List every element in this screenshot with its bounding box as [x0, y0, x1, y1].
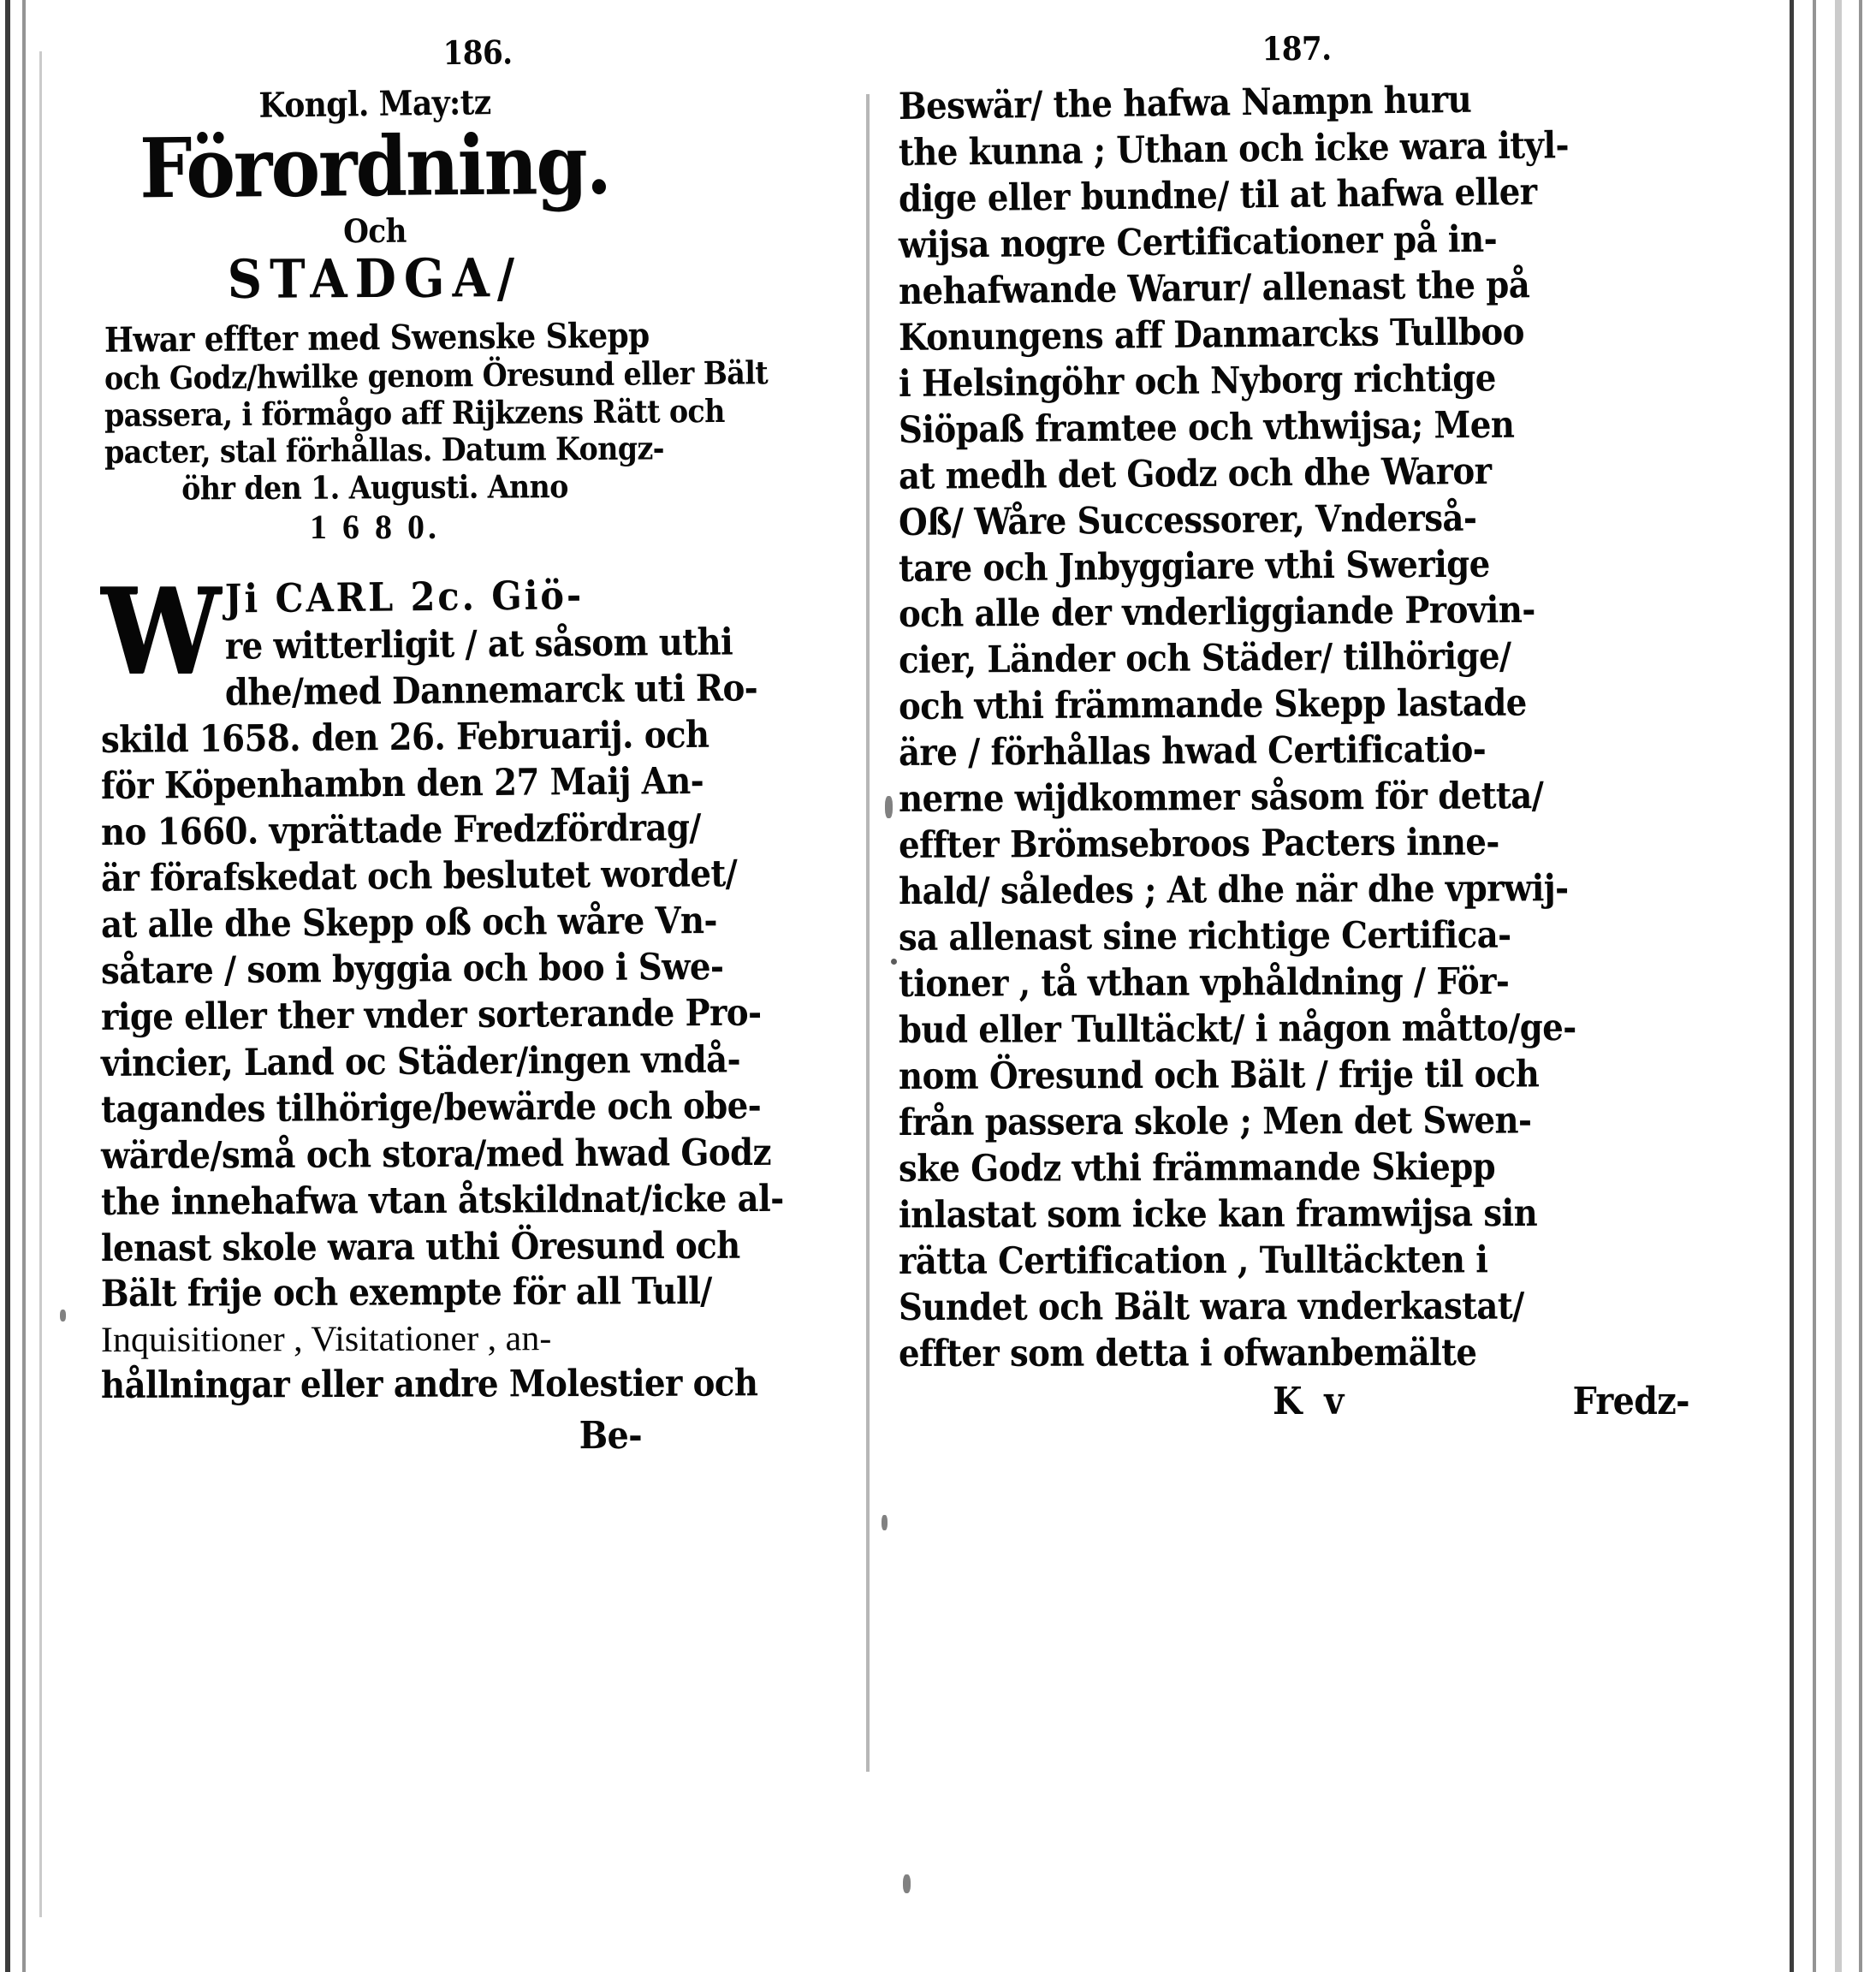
body-line: Sundet och Bält wara vnderkastat/: [898, 1285, 1524, 1329]
body-line: wärde/små och stora/med hwad Godz: [100, 1131, 772, 1178]
signature-mark: K v: [1273, 1379, 1350, 1423]
scan-edge-left-outer: [5, 0, 10, 1972]
body-line: nom Öresund och Bält / frije til och: [898, 1053, 1540, 1099]
right-page-catchword: Fredz-: [1572, 1379, 1689, 1423]
body-line: rige eller ther vnder sorterande Pro-: [100, 991, 762, 1039]
body-line: och vthi främmande Skepp lastade: [898, 681, 1527, 729]
right-page: [899, 29, 1695, 1929]
body-line: tioner , tå vthan vphåldning / För-: [898, 960, 1510, 1007]
body-line: bud eller Tulltäckt/ i någon måtto/ge-: [898, 1007, 1576, 1053]
body-line: dhe/med Dannemarck uti Ro-: [224, 667, 758, 715]
body-line: är förafskedat och beslutet wordet/: [100, 852, 738, 900]
dropcap-letter: W: [101, 561, 220, 702]
scan-edge-left-inner: [22, 0, 26, 1972]
body-line: sa allenast sine richtige Certifica-: [898, 913, 1511, 960]
heading-desc-line: öhr den 1. Augusti. Anno: [181, 467, 568, 508]
scan-speck-d: [60, 1310, 66, 1322]
body-line: tare och Jnbyggiare vthi Swerige: [898, 543, 1490, 591]
body-line: wijsa nogre Certificationer på in-: [898, 217, 1498, 267]
left-page: [100, 33, 784, 1917]
body-line: Beswär/ the hafwa Nampn huru: [898, 78, 1472, 128]
body-line: nerne wijdkommer såsom för detta/: [898, 775, 1544, 822]
body-line: tagandes tilhörige/bewärde och obe-: [100, 1084, 762, 1132]
body-line: re witterligit / at såsom uthi: [224, 621, 733, 668]
body-line: effter som detta i ofwanbemälte: [898, 1331, 1477, 1375]
heading-och: Och: [342, 211, 407, 251]
body-line: vincier, Land oc Städer/ingen vndå-: [100, 1038, 741, 1085]
left-page-catchword: Be-: [579, 1413, 643, 1458]
heading-description: [101, 315, 769, 547]
body-line: the innehafwa vtan åtskildnat/icke al-: [100, 1177, 784, 1224]
body-line: cier, Länder och Städer/ tilhörige/: [898, 635, 1511, 683]
heading-desc-line: pacter, stal förhållas. Datum Kongz-: [104, 429, 665, 472]
body-line: dige eller bundne/ til at hafwa eller: [898, 170, 1537, 221]
body-line: Ji CARL 2c. Giö-: [224, 572, 585, 622]
scan-gutter-line: [866, 94, 870, 1772]
scan-ink-dot-a: [891, 959, 897, 965]
left-page-body: [100, 561, 784, 1410]
heading-desc-line: Hwar effter med Swenske Skepp: [104, 315, 650, 360]
heading-year: 1 6 8 0.: [310, 508, 440, 547]
body-line: från passera skole ; Men det Swen-: [898, 1099, 1532, 1144]
right-page-footer: [899, 1380, 1695, 1431]
body-line: at alle dhe Skepp oß och wåre Vn-: [100, 899, 718, 947]
body-line: rätta Certification , Tulltäckten i: [898, 1238, 1488, 1283]
body-line: för Köpenhambn den 27 Maij An-: [100, 759, 704, 808]
body-line: Oß/ Wåre Successorer, Vnderså-: [898, 496, 1477, 544]
body-line: no 1660. vprättade Fredzfördrag/: [100, 806, 702, 854]
scan-speck-a: [885, 796, 893, 818]
body-line: Konungens aff Danmarcks Tullboo: [898, 310, 1525, 359]
heading-desc-line: passera, i förmågo aff Rijkzens Rätt och: [104, 392, 725, 435]
body-line: the kunna ; Uthan och icke wara ityl-: [898, 124, 1570, 175]
scan-speck-b: [882, 1515, 888, 1530]
right-page-folio-number: 187.: [1262, 28, 1332, 68]
body-line: hald/ således ; At dhe när dhe vprwij-: [898, 867, 1569, 914]
body-line: nehafwande Warur/ allenast the på: [898, 264, 1530, 313]
scan-edge-left-faint: [39, 51, 42, 1917]
heading-kongl-maytz: Kongl. May:tz: [258, 82, 491, 126]
body-line: skild 1658. den 26. Februarij. och: [100, 713, 709, 763]
body-line: äre / förhållas hwad Certificatio-: [898, 728, 1487, 775]
left-page-heading: [101, 82, 769, 547]
right-page-body: [898, 78, 1695, 1378]
scan-edge-right-inner: [1790, 0, 1794, 1972]
left-page-folio-number: 186.: [442, 33, 513, 73]
body-line: hållningar eller andre Molestier och: [100, 1362, 758, 1408]
body-line: effter Brömsebroos Pacters inne-: [898, 821, 1499, 868]
body-line: i Helsingöhr och Nyborg richtige: [898, 357, 1496, 406]
scan-edge-right-far: [1859, 0, 1862, 1972]
body-line: Siöpaß framtee och vthwijsa; Men: [898, 403, 1515, 452]
body-line: at medh det Godz och dhe Waror: [898, 449, 1492, 498]
body-line: inlastat som icke kan framwijsa sin: [898, 1191, 1538, 1237]
scan-edge-right-outer: [1835, 0, 1842, 1972]
body-line: såtare / som byggia och boo i Swe-: [100, 945, 724, 993]
heading-forordning-title: Förordning.: [139, 116, 611, 217]
body-line: lenast skole wara uthi Öresund och: [100, 1224, 740, 1270]
body-line: och alle der vnderliggiande Provin-: [898, 589, 1535, 637]
scan-edge-right-mid: [1813, 0, 1816, 1972]
body-line: Inquisitioner , Visitationer , an-: [100, 1319, 552, 1361]
heading-stadga: STADGA/: [227, 246, 523, 311]
heading-desc-line: och Godz/hwilke genom Öresund eller Bält: [104, 353, 769, 398]
body-line: ske Godz vthi främmande Skiepp: [898, 1145, 1496, 1191]
body-line: Bält frije och exempte för all Tull/: [100, 1270, 712, 1316]
